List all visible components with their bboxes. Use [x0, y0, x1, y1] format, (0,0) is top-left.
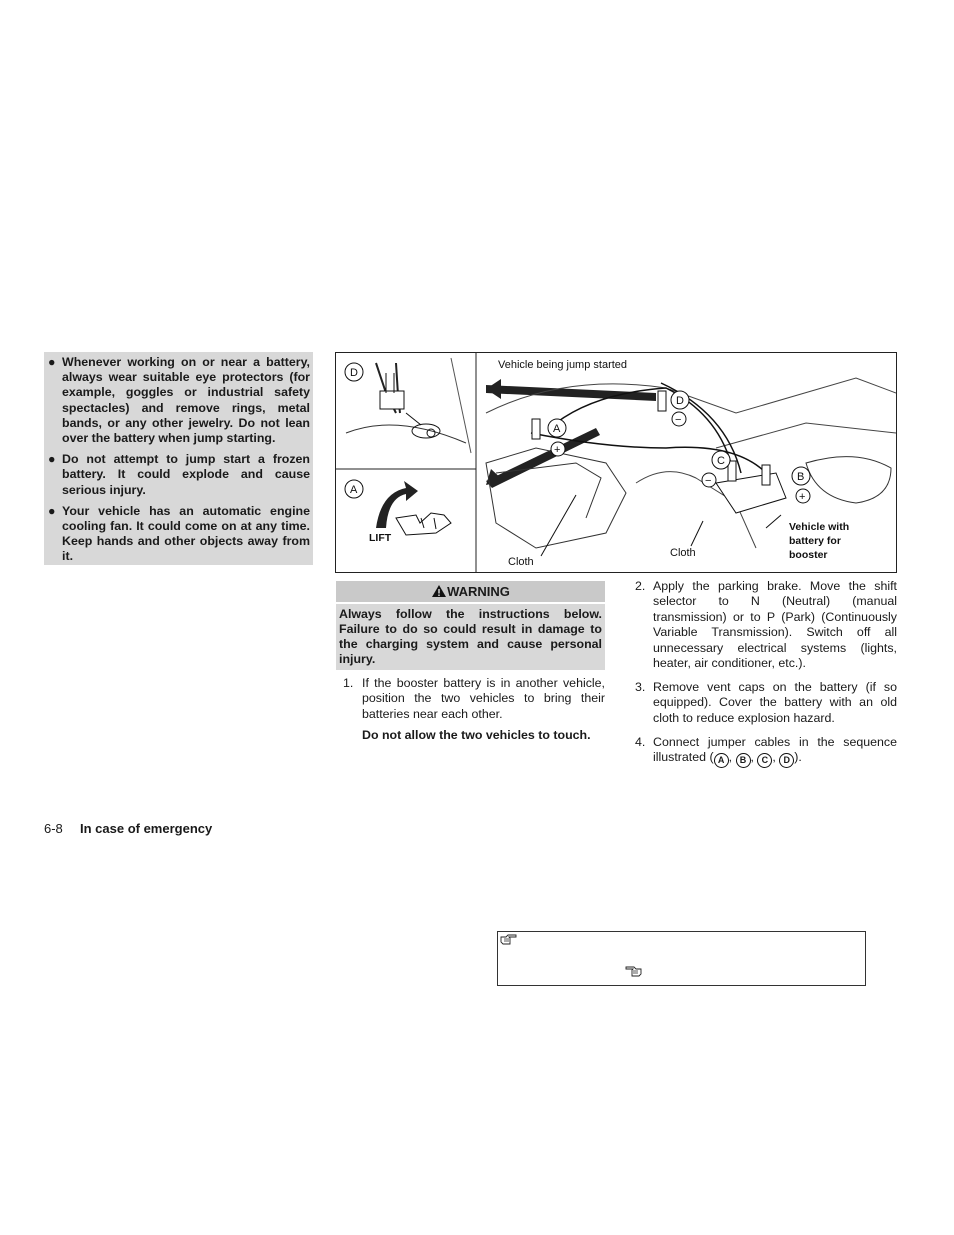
step-number: 3. — [635, 680, 646, 694]
page-number: 6-8 — [44, 821, 63, 836]
callout-b: B — [797, 471, 805, 483]
plus-sign: + — [799, 491, 806, 503]
panel-d-label: D — [350, 367, 358, 379]
circle-b-icon: B — [736, 753, 751, 768]
note-box — [497, 931, 866, 986]
lift-label: LIFT — [369, 532, 392, 544]
step-number: 1. — [343, 676, 354, 690]
panel-a-drawing — [345, 480, 451, 544]
panel-d-drawing — [345, 358, 471, 453]
minus-sign: − — [705, 475, 712, 487]
panel-a-label: A — [350, 484, 358, 496]
bullet-icon: ● — [48, 503, 56, 518]
step-3 — [635, 680, 897, 726]
caution-text: Your vehicle has an automatic engine cooling fan. It could come on at any time. Keep hands and other objects away from it. — [62, 503, 310, 564]
caution-bullet — [47, 452, 310, 498]
vehicle-booster-label: Vehicle with — [789, 521, 850, 533]
bullet-icon: ● — [48, 452, 56, 467]
warning-title: WARNING — [447, 584, 510, 599]
vehicle-booster-label: battery for — [789, 535, 841, 547]
bullet-icon: ● — [48, 355, 56, 369]
circle-a-icon: A — [714, 753, 729, 768]
caution-text: Do not attempt to jump start a frozen battery. It could explode and cause serious injury. — [62, 452, 310, 497]
main-engine-drawing — [486, 359, 896, 568]
section-title: In case of emergency — [80, 821, 213, 836]
step-1 — [343, 676, 605, 722]
step-4 — [635, 735, 897, 768]
caution-bullet — [47, 355, 310, 446]
step-text: If the booster battery is in another vehicle, position the two vehicles to bring their batteries near each other. — [362, 676, 605, 721]
caution-box — [44, 352, 313, 565]
step-number: 2. — [635, 579, 646, 593]
callout-a: A — [553, 423, 561, 435]
circle-d-icon: D — [779, 753, 794, 768]
warning-triangle-icon — [431, 584, 447, 598]
cloth-label-right: Cloth — [670, 547, 696, 559]
warning-heading — [336, 581, 605, 602]
pointing-hand-left-icon — [624, 966, 642, 978]
minus-sign: − — [675, 414, 682, 426]
step-text: Remove vent caps on the battery (if so equipped). Cover the battery with an old cloth to reduce explosion hazard. — [653, 680, 897, 725]
step-text: Apply the parking brake. Move the shift selector to N (Neutral) (manual transmission) or to P (Park) (Continuously Variable Transmission). Switch off all unnecessary electrical systems (lights, heater, air conditioner, etc.). — [653, 579, 897, 671]
callout-d: D — [676, 395, 684, 407]
step-number: 4. — [635, 735, 646, 749]
jump-start-illustration — [335, 352, 897, 573]
callout-c: C — [717, 455, 725, 467]
vehicle-jump-started-label: Vehicle being jump started — [498, 359, 628, 371]
pointing-hand-right-icon — [500, 934, 518, 946]
caution-text: Whenever working on or near a battery, always wear suitable eye protectors (for example, goggles or industrial safety spectacles) and remove rings, metal bands, or any other jewelry. Do not lean over the battery when jump starting. — [62, 355, 310, 446]
step-1-caution: Do not allow the two vehicles to touch. — [362, 728, 591, 742]
circle-c-icon: C — [757, 753, 772, 768]
cloth-label-left: Cloth — [508, 556, 534, 568]
plus-sign: + — [554, 444, 561, 456]
vehicle-booster-label: booster — [789, 549, 828, 561]
warning-body: Always follow the instructions below. Failure to do so could result in damage to the charging system and cause personal injury. — [336, 604, 605, 670]
step-2 — [635, 579, 897, 671]
caution-bullet — [47, 504, 310, 565]
step-text: Connect jumper cables in the sequence illustrated ( A , B , C , D ). — [635, 735, 897, 768]
